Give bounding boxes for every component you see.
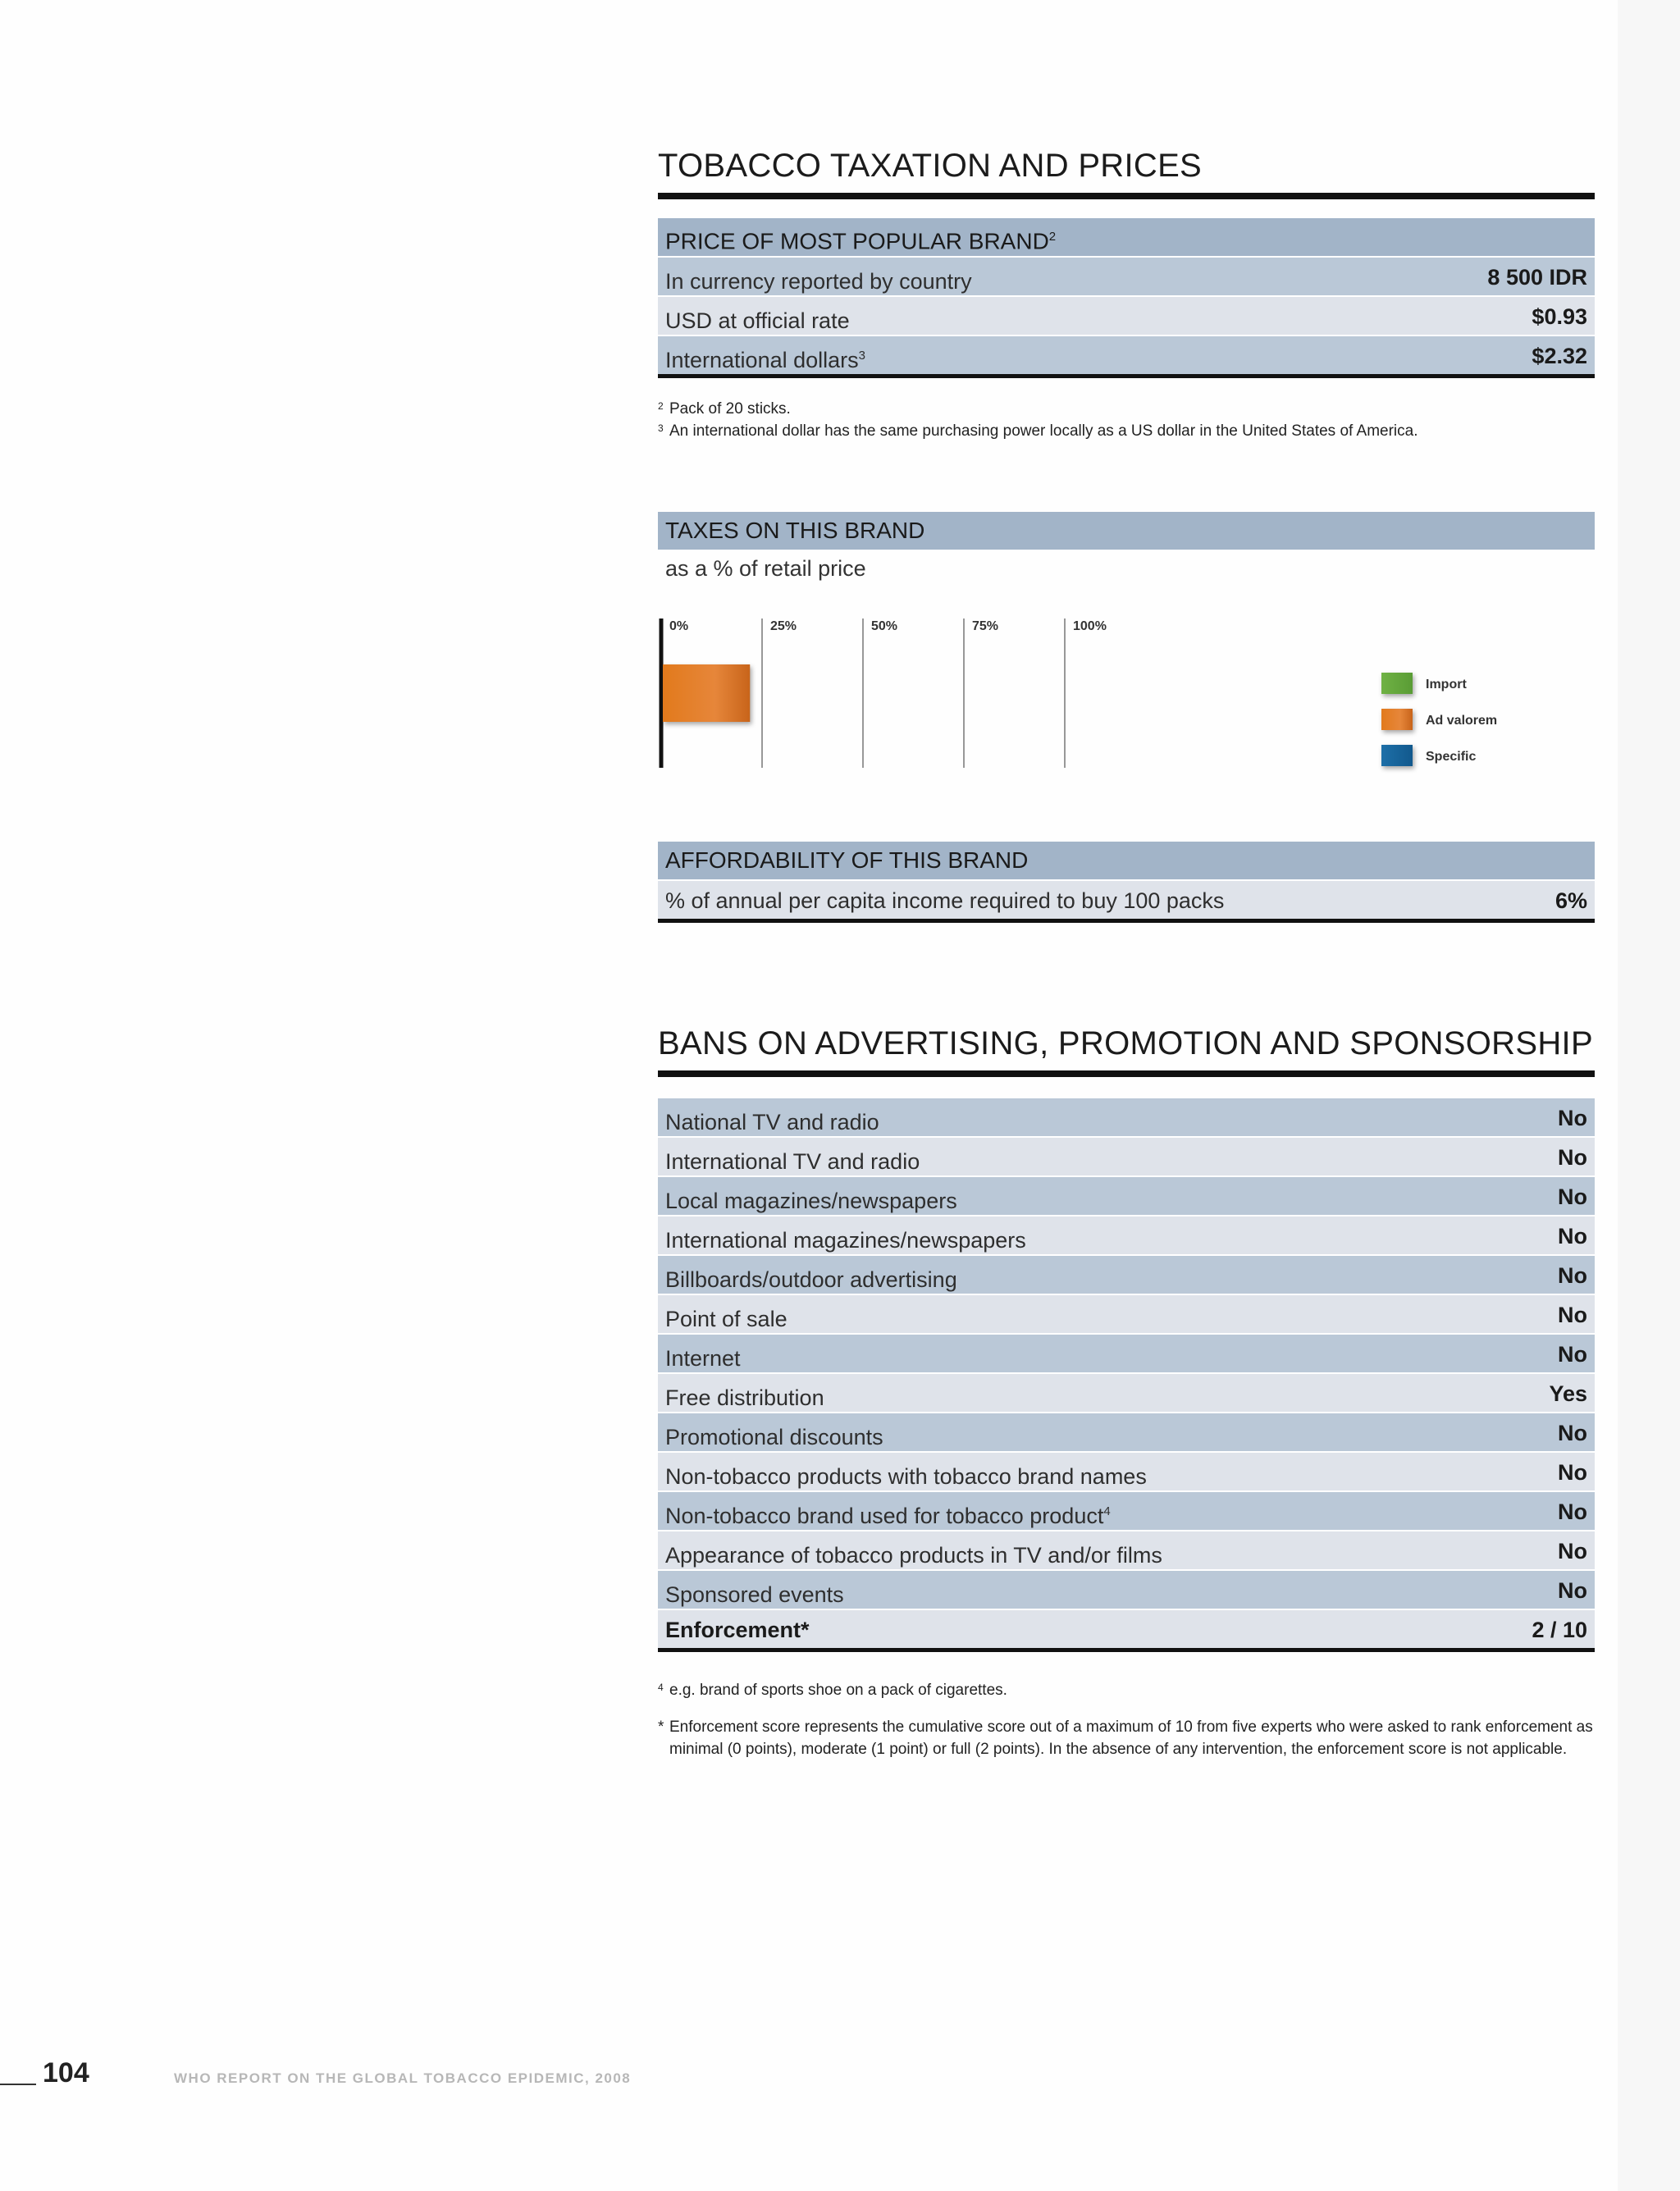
bans-section [658,1025,1595,1077]
bans-row-label: Point of sale [665,1307,788,1331]
bans-row [658,1097,1595,1136]
tax-chart [658,599,1595,828]
bans-row-value: No [1558,1342,1587,1367]
affordability-label: % of annual per capita income required to buy 100 packs [665,888,1225,913]
footnote-3: 3 An international dollar has the same purchasing power locally as a US dollar in the United States of America. [658,422,1418,440]
tax-chart-svg [658,599,1595,828]
bans-row [658,1530,1595,1569]
price-table [658,218,1595,378]
affordability-header: AFFORDABILITY OF THIS BRAND [658,842,1595,879]
bans-row-label: Billboards/outdoor advertising [665,1267,957,1292]
title-rule [658,193,1595,199]
legend-label: Ad valorem [1426,714,1498,728]
taxes-header: TAXES ON THIS BRAND [658,512,1595,550]
bans-row-value: Yes [1549,1381,1587,1406]
bans-row-value: No [1558,1145,1587,1170]
bans-row-value: No [1558,1224,1587,1248]
bans-title: BANS ON ADVERTISING, PROMOTION AND SPONSORSHIP [658,1025,1593,1061]
price-row-label: USD at official rate [665,308,850,333]
bans-row-value: No [1558,1421,1587,1445]
table-bottom-rule [658,1648,1595,1652]
legend-swatch-specific [1381,745,1413,766]
table-bottom-rule [658,919,1595,923]
legend-label: Import [1426,678,1467,692]
bans-row-value: No [1558,1185,1587,1209]
page-number: 104 [43,2057,89,2088]
taxation-section [658,148,1595,199]
footnote-2: 2 Pack of 20 sticks. [658,400,791,418]
running-title: WHO REPORT ON THE GLOBAL TOBACCO EPIDEMIC, 2008 [174,2070,632,2086]
bans-row [658,1490,1595,1530]
enforcement-value: 2 / 10 [1532,1618,1587,1642]
page-edge [1618,0,1680,2191]
tick-label: 50% [871,619,898,633]
bans-row-label: Local magazines/newspapers [665,1189,957,1213]
price-header-text: PRICE OF MOST POPULAR BRAND [665,228,1049,254]
tick-label: 100% [1073,619,1107,633]
bans-row-label: Promotional discounts [665,1425,883,1449]
bans-row-value: No [1558,1499,1587,1524]
bans-row-value: No [1558,1303,1587,1327]
bans-row-value: No [1558,1263,1587,1288]
affordability-row [658,879,1595,919]
price-row-value: 8 500 IDR [1487,265,1587,290]
enforcement-label: Enforcement* [665,1618,810,1642]
price-table-header [658,218,1595,256]
price-row-label: In currency reported by country [665,269,972,294]
enforcement-row [658,1609,1595,1648]
bans-row [658,1569,1595,1609]
footnote-4: 4 e.g. brand of sports shoe on a pack of cigarettes. [658,1682,1007,1699]
bans-row [658,1372,1595,1412]
bans-row-value: No [1558,1106,1587,1130]
bans-row [658,1333,1595,1372]
bans-row-label: Sponsored events [665,1582,844,1607]
price-row [658,256,1595,295]
taxes-subtitle: as a % of retail price [665,556,866,581]
tick-label: 75% [972,619,999,633]
bans-row [658,1294,1595,1333]
tick-label: 0% [669,619,689,633]
bans-row [658,1175,1595,1215]
bans-row-label: International TV and radio [665,1149,920,1174]
bans-row-label: Appearance of tobacco products in TV and/or films [665,1543,1162,1568]
bans-row-label: Non-tobacco products with tobacco brand names [665,1464,1147,1489]
bans-row-value: No [1558,1539,1587,1563]
price-row-value: $0.93 [1532,304,1587,329]
bans-row-label: Free distribution [665,1385,824,1410]
taxes-section [658,512,1595,582]
taxation-title: TOBACCO TAXATION AND PRICES [658,148,1203,184]
bans-row [658,1215,1595,1254]
bans-row-label: Internet [665,1346,741,1371]
bar-ad-valorem [663,664,750,722]
affordability-value: 6% [1554,888,1587,913]
bans-row-value: No [1558,1460,1587,1485]
bans-row [658,1451,1595,1490]
bans-row [658,1412,1595,1451]
bans-row-label: International magazines/newspapers [665,1228,1026,1253]
footnote-mark: 2 [1048,230,1057,244]
bans-row-label: Non-tobacco brand used for tobacco product$^4$ [665,1504,1111,1528]
footnote-enforcement: * Enforcement score represents the cumulative score out of a maximum of 10 from five experts who were asked to rank enforcement as minimal (0 points), moderate (1 point) or full (2 points). In the absence of any intervention, the enforcement score is not applicable. [658,1719,1593,1758]
bans-table [658,1097,1595,1652]
tick-label: 25% [770,619,797,633]
bans-row-label: National TV and radio [665,1110,879,1134]
bans-row-value: No [1558,1578,1587,1603]
legend-label: Specific [1426,750,1477,764]
title-rule [658,1070,1595,1077]
bans-row [658,1254,1595,1294]
price-row-label: International dollars$^3$ [665,348,865,372]
price-row [658,335,1595,374]
table-bottom-rule [658,374,1595,378]
affordability-table [658,842,1595,923]
legend-swatch-ad-valorem [1381,709,1413,730]
bans-row [658,1136,1595,1175]
price-row-value: $2.32 [1532,344,1587,368]
page-number-rule [0,2084,36,2085]
price-row [658,295,1595,335]
legend-swatch-import [1381,673,1413,694]
